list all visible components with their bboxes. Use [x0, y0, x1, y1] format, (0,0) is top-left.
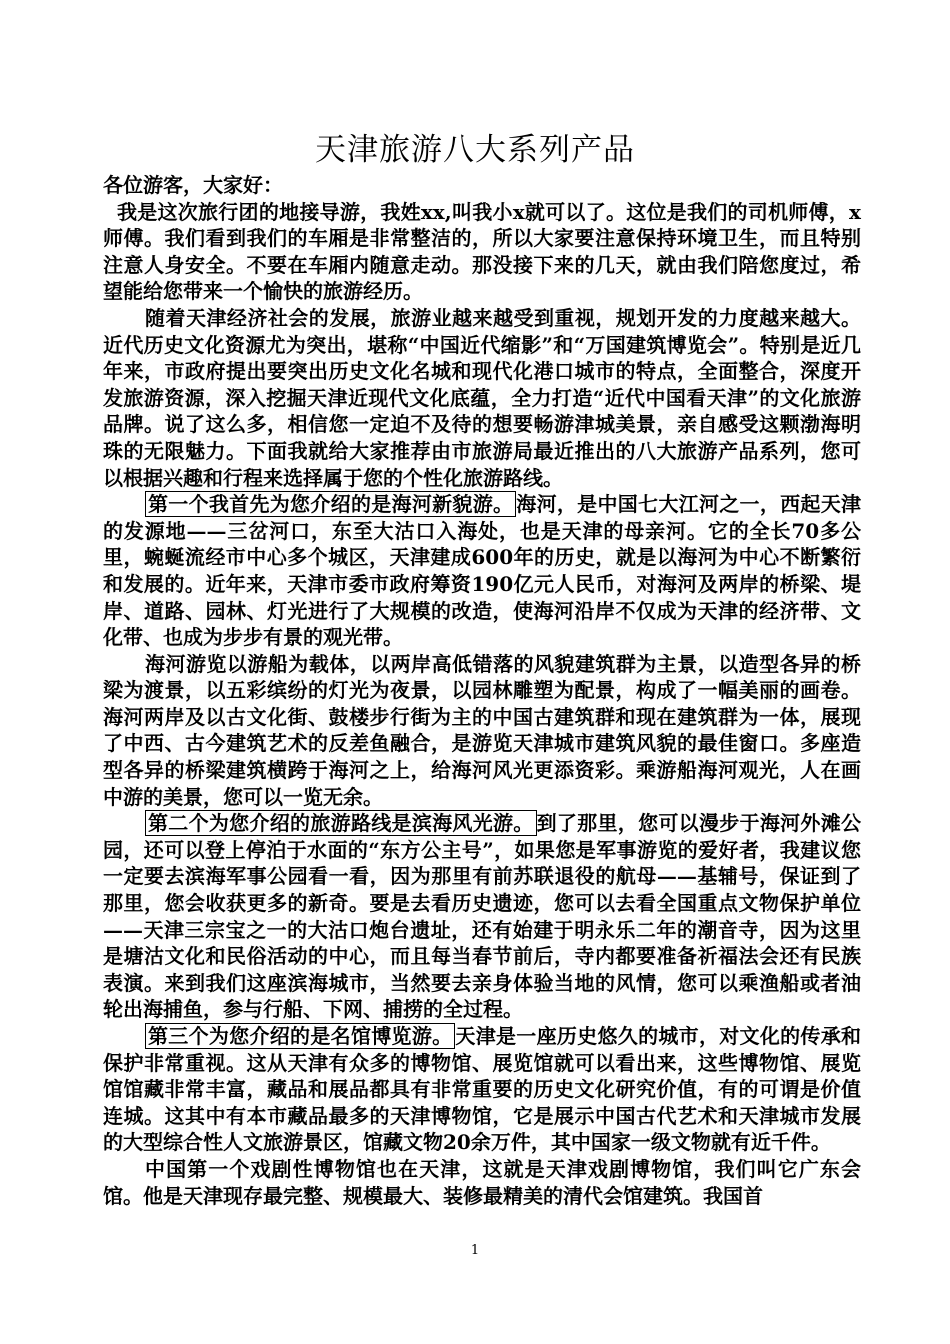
paragraph-tianjin-tourism: 随着天津经济社会的发展，旅游业越来越受到重视，规划开发的力度越来越大。近代历史文化资源尤为突出，堪称“中国近代缩影”和“万国建筑博览会”。特别是近几年来，市政府提出要突出历史文化名城和现代化港口城市的特点，全面整合，深度开发旅游资源，深入挖掘天津近现代文化底蕴，全力打造“近代中国看天津”的文化旅游品牌。说了这么多，相信您一定迫不及待的想要畅游津城美景，亲自感受这颗渤海明珠的无限魅力。下面我就给大家推荐由市旅游局最近推出的八大旅游产品系列，您可以根据兴趣和行程来选择属于您的个性化旅游路线。 — [103, 305, 861, 490]
haihe-route-heading: 第一个我首先为您介绍的是海河新貌游。 — [145, 491, 516, 517]
paragraph-binhai-route — [103, 810, 861, 1023]
document-body — [103, 172, 861, 1209]
greeting: 各位游客，大家好： — [103, 173, 283, 197]
haihe-route-text: 海河，是中国七大江河之一，西起天津的发源地——三岔河口，东至大沽口入海处，也是天津的母亲河。它的全长70多公里，蜿蜒流经市中心多个城区，天津建成600年的历史，就是以海河为中心不断繁衍和发展的。近年来，天津市委市政府筹资190亿元人民币，对海河及两岸的桥梁、堤岸、道路、园林、灯光进行了大规模的改造，使海河沿岸不仅成为天津的经济带、文化带、也成为步步有景的观光带。 — [103, 492, 862, 650]
paragraph-museum-route — [103, 1023, 861, 1156]
paragraph-opera-museum: 中国第一个戏剧性博物馆也在天津，这就是天津戏剧博物馆，我们叫它广东会馆。他是天津现存最完整、规模最大、装修最精美的清代会馆建筑。我国首 — [103, 1156, 861, 1208]
museum-route-heading: 第三个为您介绍的是名馆博览游。 — [145, 1023, 455, 1049]
document-title: 天津旅游八大系列产品 — [315, 132, 635, 168]
paragraph-haihe-cruise: 海河游览以游船为载体，以两岸高低错落的风貌建筑群为主景，以造型各异的桥梁为渡景，以五彩缤纷的灯光为夜景，以园林雕塑为配景，构成了一幅美丽的画卷。海河两岸及以古文化街、鼓楼步行街为主的中国古建筑群和现在建筑群为一体，展现了中西、古今建筑艺术的反差鱼融合，是游览天津城市建筑风貌的最佳窗口。多座造型各异的桥梁建筑横跨于海河之上，给海河风光更添资彩。乘游船海河观光，人在画中游的美景，您可以一览无余。 — [103, 651, 861, 809]
binhai-route-text: 到了那里，您可以漫步于海河外滩公园，还可以登上停泊于水面的“东方公主号”，如果您是军事游览的爱好者，我建议您一定要去滨海军事公园看一看，因为那里有前苏联退役的航母——基辅号，保证到了那里，您会收获更多的新奇。要是去看历史遗迹，您可以去看全国重点文物保护单位——天津三宗宝之一的大沽口炮台遗址，还有始建于明永乐二年的潮音寺，因为这里是塘沽文化和民俗活动的中心，而且每当春节前后，寺内都要准备祈福法会还有民族表演。来到我们这座滨海城市，当然要去亲身体验当地的风情，您可以乘渔船或者油轮出海捕鱼，参与行船、下网、捕捞的全过程。 — [103, 811, 862, 1022]
binhai-route-heading: 第二个为您介绍的旅游路线是滨海风光游。 — [145, 810, 537, 836]
paragraph-guide-intro: 我是这次旅行团的地接导游，我姓xx,叫我小x就可以了。这位是我们的司机师傅，x师傅。我们看到我们的车厢是非常整洁的，所以大家要注意保持环境卫生，而且特别注意人身安全。不要在车厢内随意走动。那没接下来的几天，就由我们陪您度过，希望能给您带来一个愉快的旅游经历。 — [103, 199, 861, 304]
museum-route-text: 天津是一座历史悠久的城市，对文化的传承和保护非常重视。这从天津有众多的博物馆、展览馆就可以看出来，这些博物馆、展览馆馆藏非常丰富，藏品和展品都具有非常重要的历史文化研究价值，有的可谓是价值连城。这其中有本市藏品最多的天津博物馆，它是展示中国古代艺术和天津城市发展的大型综合性人文旅游景区，馆藏文物20余万件，其中国家一级文物就有近千件。 — [103, 1024, 862, 1155]
paragraph-haihe-route — [103, 491, 861, 651]
page-number: 1 — [470, 1243, 480, 1258]
